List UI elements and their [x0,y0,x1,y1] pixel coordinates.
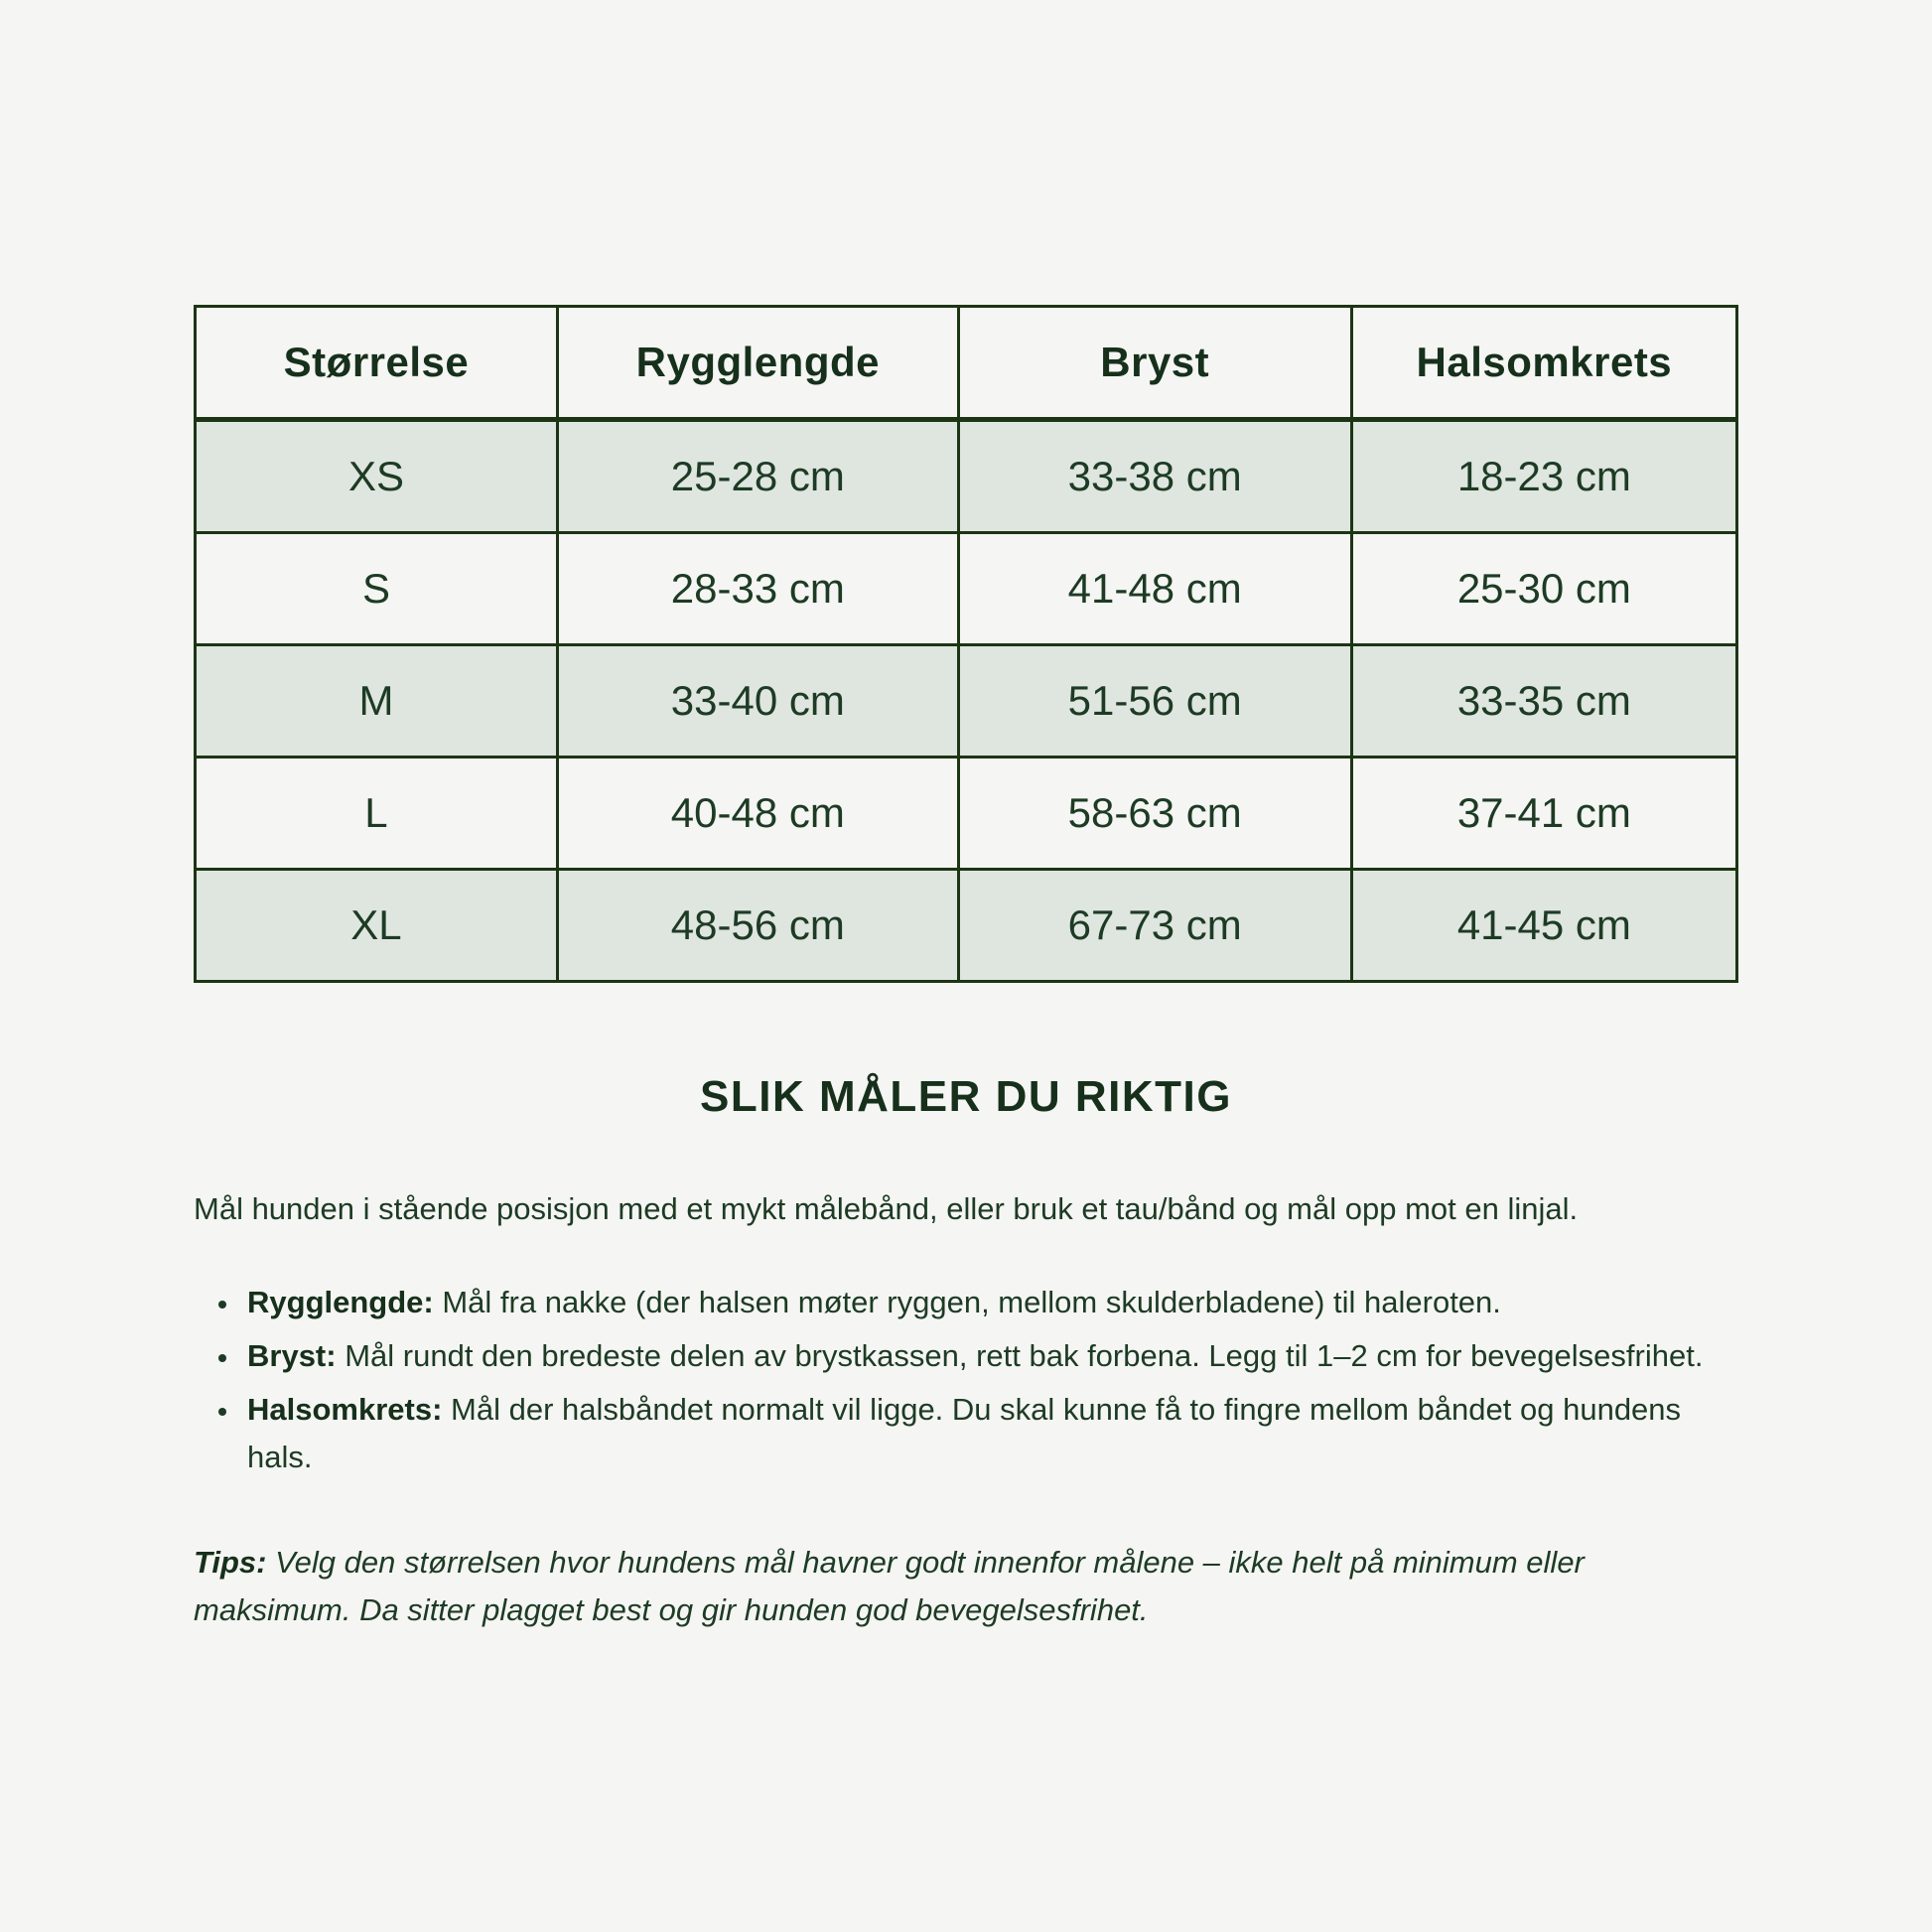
table-row-s [196,533,1737,645]
bryst-value: 41-48 cm [958,533,1351,645]
size-label: M [196,645,558,758]
table-header-row [196,307,1737,420]
halsomkrets-value: 41-45 cm [1351,870,1736,982]
halsomkrets-value: 37-41 cm [1351,758,1736,870]
bullet-bryst [241,1332,1738,1380]
bryst-value: 33-38 cm [958,420,1351,533]
measurement-bullet-list [194,1279,1738,1481]
bryst-value: 58-63 cm [958,758,1351,870]
halsomkrets-value: 25-30 cm [1351,533,1736,645]
bryst-value: 51-56 cm [958,645,1351,758]
bullet-rygglengde [241,1279,1738,1326]
rygglengde-value: 33-40 cm [557,645,958,758]
header-storrelse: Størrelse [196,307,558,420]
tips-paragraph [194,1539,1738,1634]
table-row-m [196,645,1737,758]
measuring-instructions-section [194,1072,1738,1634]
table-row-xs [196,420,1737,533]
table-row-l [196,758,1737,870]
bullet-bryst-label: Bryst: [247,1338,337,1373]
tips-label: Tips: [194,1545,267,1580]
header-bryst: Bryst [958,307,1351,420]
rygglengde-value: 40-48 cm [557,758,958,870]
bryst-value: 67-73 cm [958,870,1351,982]
header-rygglengde: Rygglengde [557,307,958,420]
halsomkrets-value: 18-23 cm [1351,420,1736,533]
rygglengde-value: 48-56 cm [557,870,958,982]
bullet-halsomkrets [241,1386,1738,1481]
intro-paragraph: Mål hunden i stående posisjon med et mykt målebånd, eller bruk et tau/bånd og mål opp mot en linjal. [194,1191,1579,1226]
size-table [194,305,1738,983]
rygglengde-value: 28-33 cm [557,533,958,645]
section-heading: SLIK MÅLER DU RIKTIG [700,1072,1232,1121]
header-halsomkrets: Halsomkrets [1351,307,1736,420]
bullet-halsomkrets-label: Halsomkrets: [247,1392,443,1427]
size-label: L [196,758,558,870]
bullet-halsomkrets-text: Mål der halsbåndet normalt vil ligge. Du skal kunne få to fingre mellom båndet og hundens hals. [247,1392,1682,1474]
bullet-rygglengde-text: Mål fra nakke (der halsen møter ryggen, mellom skulderbladene) til haleroten. [433,1285,1501,1319]
size-label: S [196,533,558,645]
size-label: XL [196,870,558,982]
rygglengde-value: 25-28 cm [557,420,958,533]
tips-text: Velg den størrelsen hvor hundens mål havner godt innenfor målene – ikke helt på minimum eller maksimum. Da sitter plagget best og gir hunden god bevegelsesfrihet. [194,1545,1585,1627]
table-row-xl [196,870,1737,982]
halsomkrets-value: 33-35 cm [1351,645,1736,758]
bullet-rygglengde-label: Rygglengde: [247,1285,434,1319]
bullet-bryst-text: Mål rundt den bredeste delen av brystkassen, rett bak forbena. Legg til 1–2 cm for bevegelsesfrihet. [336,1338,1704,1373]
size-label: XS [196,420,558,533]
